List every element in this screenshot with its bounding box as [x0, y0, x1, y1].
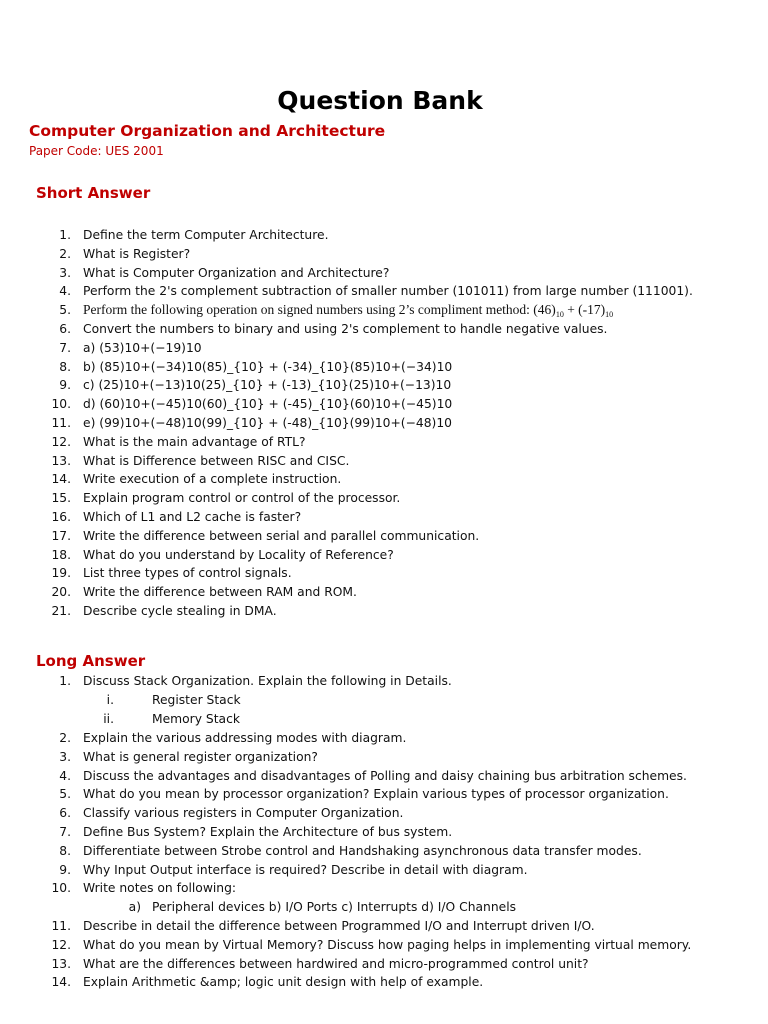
item-number: 6.	[59, 321, 71, 336]
item-number: 5.	[59, 303, 71, 318]
item-number: 5.	[59, 787, 71, 802]
item-number: 12.	[51, 434, 71, 449]
item-number: i.	[106, 693, 114, 707]
item-number: 9.	[59, 378, 71, 393]
item-text: What do you mean by Virtual Memory? Discuss how paging helps in implementing virtual memory.	[83, 937, 692, 952]
item-text: Perform the 2's complement subtraction of smaller number (101011) from large number (111001).	[83, 284, 693, 299]
item-number: 14.	[51, 975, 71, 990]
short-answer-heading: Short Answer	[36, 184, 151, 202]
item-number: 11.	[51, 919, 71, 933]
item-number: 1.	[59, 674, 71, 688]
item-number: 1.	[59, 228, 71, 242]
item-number: 14.	[51, 472, 71, 487]
item-number: 8.	[59, 843, 71, 858]
item-number: ii.	[103, 711, 114, 726]
item-text: Write execution of a complete instruction.	[83, 472, 342, 487]
item-number: 13.	[51, 956, 71, 971]
item-text: Why Input Output interface is required? Describe in detail with diagram.	[83, 862, 528, 877]
long-answer-heading: Long Answer	[36, 652, 146, 670]
item-text: b) (85)10+(−34)10(85)_{10} + (-34)_{10}(85)10+(−34)10	[83, 359, 453, 374]
item-text: Register Stack	[152, 693, 241, 707]
item-number: a)	[128, 900, 141, 914]
item-text: What is the main advantage of RTL?	[83, 434, 306, 449]
item-text: Differentiate between Strobe control and Handshaking asynchronous data transfer modes.	[83, 843, 642, 858]
item-text: Discuss Stack Organization. Explain the following in Details.	[83, 674, 452, 688]
item-number: 20.	[51, 585, 71, 600]
item-text: a) (53)10+(−19)10	[83, 340, 202, 355]
item-text: Classify various registers in Computer Organization.	[83, 806, 404, 821]
math-operand: + (-17)	[563, 302, 606, 318]
item-number: 17.	[51, 528, 71, 543]
item-text: Explain Arithmetic &amp; logic unit design with help of example.	[83, 975, 484, 990]
subject-title: Computer Organization and Architecture	[29, 122, 386, 140]
item-number: 10.	[51, 397, 71, 412]
item-text: Peripheral devices b) I/O Ports c) Interrupts d) I/O Channels	[152, 900, 517, 914]
item-text: c) (25)10+(−13)10(25)_{10} + (-13)_{10}(25)10+(−13)10	[83, 378, 452, 393]
page-title: Question Bank	[277, 86, 483, 115]
item-number: 21.	[51, 603, 71, 618]
item-number: 10.	[51, 881, 71, 896]
item-text: What are the differences between hardwired and micro-programmed control unit?	[83, 956, 589, 971]
item-number: 15.	[51, 491, 71, 506]
item-number: 19.	[51, 566, 71, 581]
item-text: What is Difference between RISC and CISC.	[83, 453, 350, 468]
item-number: 3.	[59, 265, 71, 280]
item-text: Convert the numbers to binary and using 2's complement to handle negative values.	[83, 321, 608, 336]
item-text: What is Computer Organization and Architecture?	[83, 265, 390, 280]
item-number: 2.	[59, 731, 71, 745]
item-number: 16.	[51, 509, 71, 524]
item-text: Define Bus System? Explain the Architecture of bus system.	[83, 824, 453, 839]
item-number: 12.	[51, 937, 71, 952]
item-text: e) (99)10+(−48)10(99)_{10} + (-48)_{10}(99)10+(−48)10	[83, 415, 452, 430]
item-text: Describe cycle stealing in DMA.	[83, 603, 277, 618]
item-number: 2.	[59, 246, 71, 261]
item-number: 18.	[51, 547, 71, 562]
item-number: 4.	[59, 768, 71, 783]
item-text: Explain the various addressing modes with diagram.	[83, 731, 407, 745]
item-text: What is Register?	[83, 246, 191, 261]
item-text: Write the difference between RAM and ROM.	[83, 585, 357, 600]
subscript: 10	[605, 310, 614, 320]
item-text: Explain program control or control of the processor.	[83, 491, 401, 506]
item-number: 11.	[51, 415, 71, 430]
item-number: 13.	[51, 453, 71, 468]
item-text: Write notes on following:	[83, 881, 237, 896]
item-number: 6.	[59, 806, 71, 821]
item-text: What do you understand by Locality of Reference?	[83, 547, 394, 562]
item-text: d) (60)10+(−45)10(60)_{10} + (-45)_{10}(60)10+(−45)10	[83, 397, 453, 412]
item-text: What is general register organization?	[83, 749, 318, 764]
item-text: Which of L1 and L2 cache is faster?	[83, 509, 302, 524]
item-text: Define the term Computer Architecture.	[83, 228, 329, 242]
item-number: 7.	[59, 824, 71, 839]
paper-code: Paper Code: UES 2001	[29, 144, 164, 158]
item-number: 3.	[59, 749, 71, 764]
item-text: Discuss the advantages and disadvantages of Polling and daisy chaining bus arbitration schemes.	[83, 768, 687, 783]
item-number: 9.	[59, 862, 71, 877]
item-number: 4.	[59, 284, 71, 299]
item-text: Perform the following operation on signed numbers using 2’s compliment method: (46)	[83, 302, 556, 318]
item-number: 7.	[59, 340, 71, 355]
item-text: Write the difference between serial and parallel communication.	[83, 528, 480, 543]
item-text: Describe in detail the difference between Programmed I/O and Interrupt driven I/O.	[83, 919, 595, 933]
subscript: 10	[555, 310, 564, 320]
item-text: Memory Stack	[152, 711, 240, 726]
item-text: What do you mean by processor organization? Explain various types of processor organization.	[83, 787, 669, 802]
item-text: List three types of control signals.	[83, 566, 292, 581]
item-number: 8.	[59, 359, 71, 374]
